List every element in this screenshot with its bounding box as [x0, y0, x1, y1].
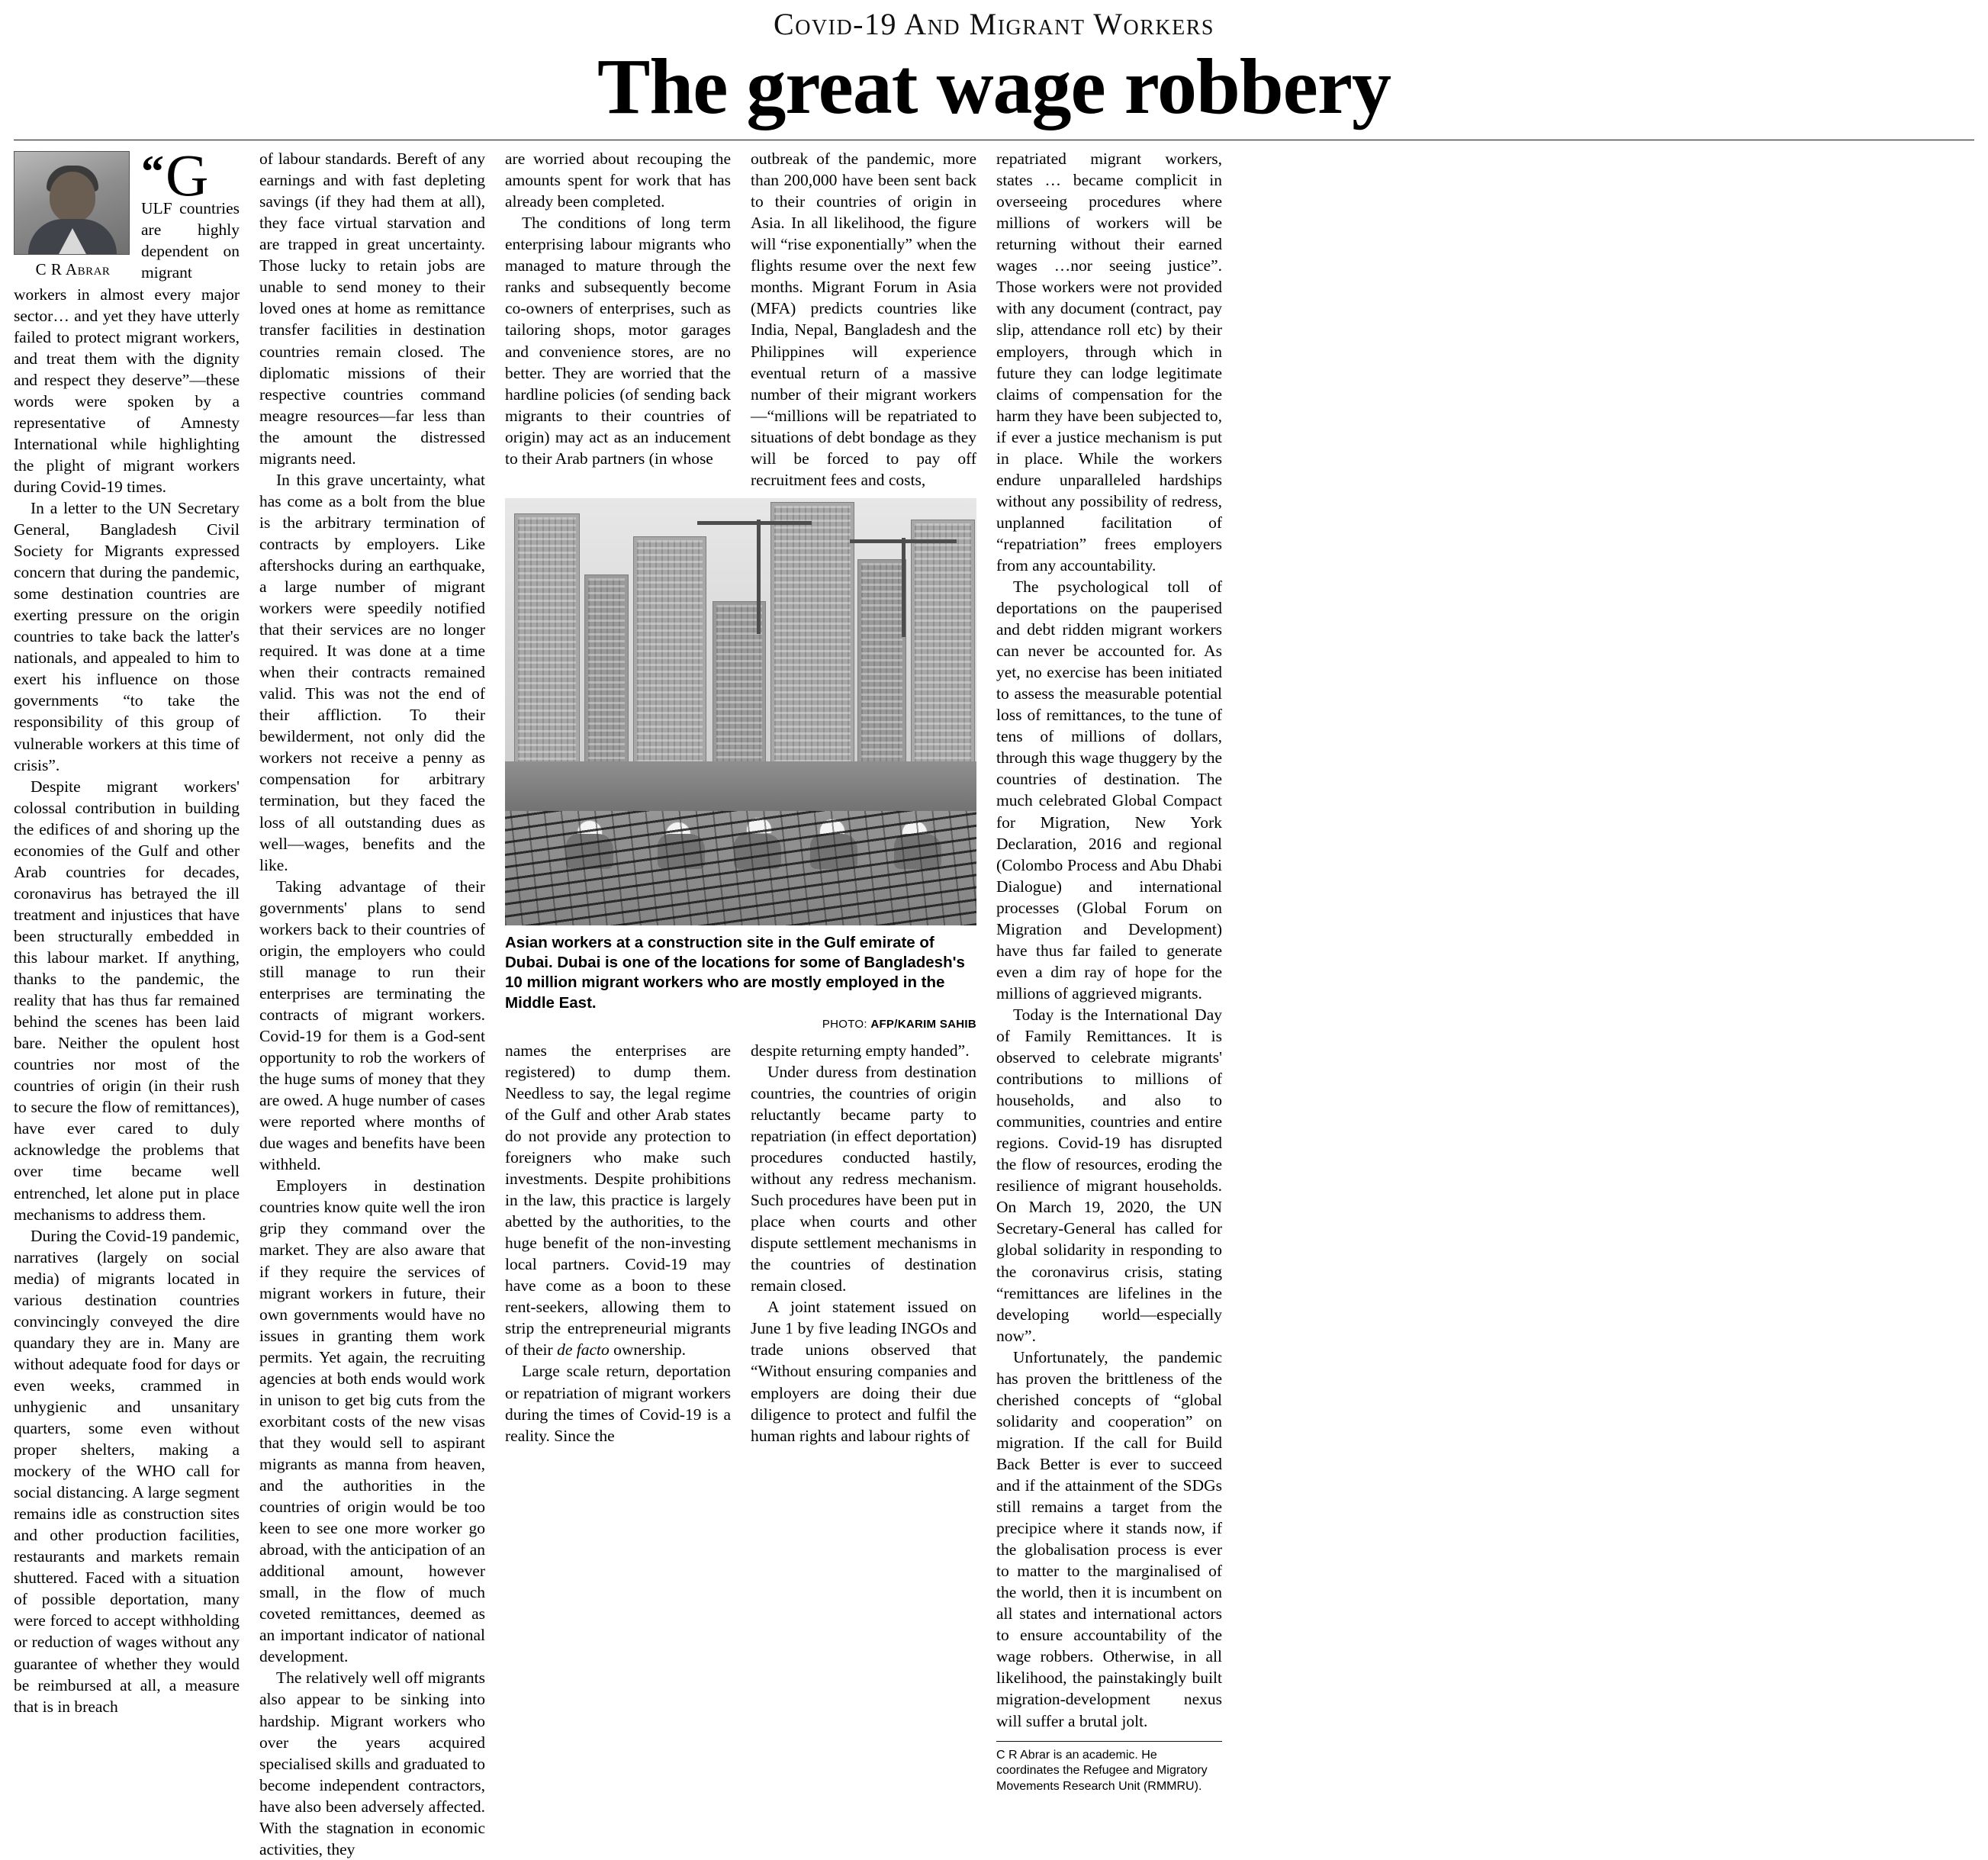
photo-building — [770, 502, 854, 765]
paragraph — [259, 1667, 485, 1859]
article-columns — [14, 142, 1974, 1858]
construction-site-photo — [505, 498, 976, 925]
photo-credit-label: PHOTO: — [822, 1017, 867, 1031]
paragraph-text: In this grave uncertainty, what has come as a bolt from the blue is the arbitrary termination of contracts by employers. Like aftershocks during an earthquake, a large number of migrant workers were speedily notified that their services are no longer required. It was done at a time when their contracts remained valid. This was not the end of their affliction. To their bewilderment, not only did the workers not receive a penny as compensation for arbitrary termination, but they faced the loss of all outstanding dues as well—wages, benefits and the like. — [259, 470, 485, 874]
paragraph — [259, 1175, 485, 1667]
paragraph — [505, 212, 731, 469]
column-5 — [996, 148, 1222, 1794]
paragraph — [996, 576, 1222, 1004]
photo-credit-name: AFP/KARIM SAHIB — [870, 1017, 976, 1031]
paragraph — [259, 469, 485, 876]
paragraph-text: The relatively well off migrants also appear to be sinking into hardship. Migrant workers who over the years acquired specialised skills and graduated to become independent contractors, have also been adversely affected. With the stagnation in economic activities, they — [259, 1669, 485, 1858]
photo-building — [911, 520, 975, 765]
open-quote-mark: “ — [141, 146, 164, 198]
paragraph-text: Taking advantage of their governments' plans to send workers back to their countries of origin, the employers who could still manage to run their enterprises are terminating the contracts of migrant workers. Covid-19 for them is a God-sent opportunity to rob the workers of the huge sums of money that they are owed. A huge number of cases were reported where months of due wages and benefits have been withheld. — [259, 877, 485, 1174]
newspaper-article-page — [0, 6, 1988, 1858]
column-3-4-block — [505, 148, 976, 1445]
photo-building — [584, 574, 629, 765]
paragraph — [14, 497, 240, 776]
upper-subcolumns — [505, 148, 976, 491]
paragraph-text: Under duress from destination countries, the countries of origin reluctantly became party to repatriation (in effect deportation) procedures conducted hastily, without any redress mechanism. Such procedures have been put in place when courts and other dispute settlement mechanisms in the countries of destination remain closed. — [751, 1062, 976, 1295]
photo-crane-jib — [850, 539, 957, 543]
paragraph — [996, 1347, 1222, 1732]
column-3-lower — [505, 1040, 731, 1446]
author-bio: C R Abrar is an academic. He coordinates the Refugee and Migratory Movements Research Unit (RMMRU). — [996, 1741, 1222, 1795]
paragraph-text: despite returning empty handed”. — [751, 1041, 970, 1060]
portrait-head-shape — [50, 172, 95, 222]
paragraph — [751, 1040, 976, 1061]
photo-crane-jib — [697, 521, 812, 525]
photo-building — [633, 536, 706, 765]
article-headline: The great wage robbery — [597, 43, 1391, 130]
paragraph-text: The conditions of long term enterprising labour migrants who managed to mature through the ranks and subsequently become co-owners of enterprises, such as tailoring shops, motor garages and convenience stores, are no better. They are worried that the hardline policies (of sending back migrants to their countries of origin) may act as an inducement to their Arab partners (in whose — [505, 214, 731, 468]
paragraph — [996, 1004, 1222, 1347]
author-box — [14, 151, 132, 280]
paragraph-text: outbreak of the pandemic, more than 200,000 have been sent back to their countries of origin in Asia. In all likelihood, the figure will “rise exponentially” when the flights resume over the next few months. Migrant Forum in Asia (MFA) predicts countries like India, Nepal, Bangladesh and the Philippines will experience eventual return of a massive number of their migrant workers—“millions will be repatriated to situations of debt bondage as they will be forced to pay off recruitment fees and costs, — [751, 150, 976, 489]
paragraph-text: names the enterprises are registered) to dump them. Needless to say, the legal regime of the Gulf and other Arab states do not provide any protection to foreigners who make such investments. Despite prohibitions in the law, this practice is largely abetted by the authorities, to the huge benefit of the non-investing local partners. Covid-19 may have come as a boon to these rent-seekers, allowing them to strip the entrepreneurial migrants of their — [505, 1041, 731, 1360]
photo-crane-mast — [757, 520, 761, 634]
photo-caption: Asian workers at a construction site in the Gulf emirate of Dubai. Dubai is one of the locations for some of Bangladesh's 10 million migrant workers who are mostly employed in the Middle East. — [505, 933, 965, 1012]
paragraph-text: The psychological toll of deportations on the pauperised and debt ridden migrant workers can never be accounted for. As yet, no exercise has been initiated to assess the measurable potential loss of remittances, to the tune of tens of millions of dollars, through this wage thuggery by the countries of destination. The much celebrated Global Compact for Migration, New York Declaration, 2016 and regional (Colombo Process and Abu Dhabi Dialogue) and international processes (Global Forum on Migration and Development) have thus far failed to generate even a dim ray of hope for the millions of aggrieved migrants. — [996, 578, 1222, 1002]
paragraph — [505, 1040, 731, 1361]
photo-crane-mast — [902, 538, 906, 637]
paragraph-text: of labour standards. Bereft of any earnings and with fast depleting savings (if they had them at all), they face virtual starvation and are trapped in great uncertainty. Those lucky to retain jobs are unable to send money to their loved ones at home as remittance transfer facilities in destination countries remain closed. The diplomatic missions of their respective countries command meagre resources—far less than the amount the distressed migrants need. — [259, 150, 485, 468]
author-name: C R Abrar — [35, 260, 111, 279]
paragraph-text: Unfortunately, the pandemic has proven the brittleness of the cherished concepts of “global solidarity and cooperation” on migration. If the call for Build Back Better is ever to succeed and if the attainment of the SDGs still remains a target from the precipice where it stands now, if the globalisation process is ever to matter to the marginalised of the world, then it is incumbent on all states and international actors to ensure accountability of the wage robbers. Otherwise, in all likelihood, the painstakingly built migration-development nexus will suffer a brutal jolt. — [996, 1347, 1222, 1730]
paragraph — [751, 148, 976, 491]
paragraph-text: Today is the International Day of Family Remittances. It is observed to celebrate migrants' contributions to millions of households, and also to communities, countries and entire regions. Covid-19 has disrupted the flow of resources, eroding the resilience of migrant households. On March 19, 2020, the UN Secretary-General has called for global solidarity in responding to the coronavirus crisis, stating “remittances are lifelines in the developing world—especially now”. — [996, 1005, 1222, 1345]
author-photo — [14, 151, 130, 255]
feature-photo-block — [505, 498, 976, 1031]
paragraph-text: repatriated migrant workers, states … became complicit in overseeing procedures where millions of workers will be returning without their earned wages …nor seeing justice”. Those workers were not provided with any document (contract, pay slip, attendance roll etc) by their employers, through which in future they can lodge legitimate claims of compensation for the harm they have been subjected to, if ever a justice mechanism is put in place. While the workers endure unparalleled hardships without any possibility of redress, unplanned facilitation of “repatriation” frees employers from any accountability. — [996, 150, 1222, 574]
paragraph-text: In a letter to the UN Secretary General, Bangladesh Civil Society for Migrants expressed concern that during the pandemic, some destination countries are exerting pressure on the origin countries to take back the latter's nationals, and appealed to him to exert his influence on those governments “to take the responsibility of this group of vulnerable workers at this time of crisis”. — [14, 499, 240, 774]
paragraph — [996, 148, 1222, 576]
paragraph — [751, 1296, 976, 1446]
paragraph-text: During the Covid-19 pandemic, narratives (largely on social media) of migrants located in various destination countries convincingly conveyed the dire quandary they are in. Many are without adequate food for days or even weeks, crammed in unhygienic and unsanitary quarters, some even without proper shelters, making a mockery of the WHO call for social distancing. A large segment remains idle as construction sites and other production facilities, restaurants and markets remain shuttered. Faced with a situation of possible deportation, many were forced to accept withholding or reduction of wages without any guarantee of whether they would be reimbursed at all, a measure that is in breach — [14, 1226, 240, 1716]
photo-credit — [505, 1018, 976, 1031]
paragraph — [259, 148, 485, 469]
photo-rebar-grid — [505, 811, 976, 925]
paragraph-emphasis: de facto — [557, 1340, 610, 1360]
column-4-lower — [751, 1040, 976, 1446]
paragraph-text: Large scale return, deportation or repatriation of migrant workers during the times of Covid-19 is a reality. Since the — [505, 1362, 731, 1445]
column-4-upper — [751, 148, 976, 491]
photo-building — [857, 559, 906, 765]
paragraph — [259, 876, 485, 1176]
paragraph-text: ULF countries are highly dependent on migrant workers in almost every major sector… and yet they have utterly failed to protect migrant workers, and treat them with the dignity and respect they deserve”—these words were spoken by a representative of Amnesty International while highlighting the plight of migrant workers during Covid-19 times. — [14, 199, 240, 496]
photo-building — [514, 513, 580, 765]
article-kicker: Covid-19 And Migrant Workers — [774, 7, 1214, 41]
paragraph-text-end: ownership. — [609, 1340, 687, 1360]
column-1 — [14, 142, 240, 1716]
lower-subcolumns — [505, 1040, 976, 1446]
paragraph — [505, 1360, 731, 1446]
paragraph-text: Employers in destination countries know quite well the iron grip they command over the market. They are also aware that if they require the services of migrant workers in future, their own governments would have no issues in granting them work permits. Yet again, the recruiting agencies at both ends would work in unison to get big cuts from the exorbitant costs of the new visas that they would sell to aspirant migrants as manna from heaven, and the authorities in the countries of origin would be too keen to see one more worker go abroad, with the anticipation of an additional amount, however small, in the flow of much coveted remittances, deemed as an important indicator of national development. — [259, 1176, 485, 1666]
paragraph-text: Despite migrant workers' colossal contribution in building the edifices of and shoring up the economies of the Gulf and other Arab countries for decades, coronavirus has betrayed the ill treatment and injustices that have been structurally embedded in this labour market. If anything, thanks to the pandemic, the reality that has thus far remained behind the scenes has been laid bare. Neither the opulent host countries nor most of the countries of origin (in their rush to secure the flow of remittances), have ever cared to duly acknowledge the problems that over time became well entrenched, let alone put in place mechanisms to address them. — [14, 777, 240, 1224]
paragraph-text: A joint statement issued on June 1 by five leading INGOs and trade unions observed that “Without ensuring companies and employers are doing their due diligence to protect and fulfil the human rights and labour rights of — [751, 1298, 976, 1445]
column-2 — [259, 148, 485, 1858]
column-3-upper — [505, 148, 731, 491]
paragraph-text: are worried about recouping the amounts spent for work that has already been completed. — [505, 150, 731, 211]
paragraph — [505, 148, 731, 212]
paragraph — [14, 776, 240, 1225]
paragraph — [14, 1225, 240, 1717]
paragraph — [751, 1061, 976, 1297]
drop-cap: G — [166, 142, 209, 209]
